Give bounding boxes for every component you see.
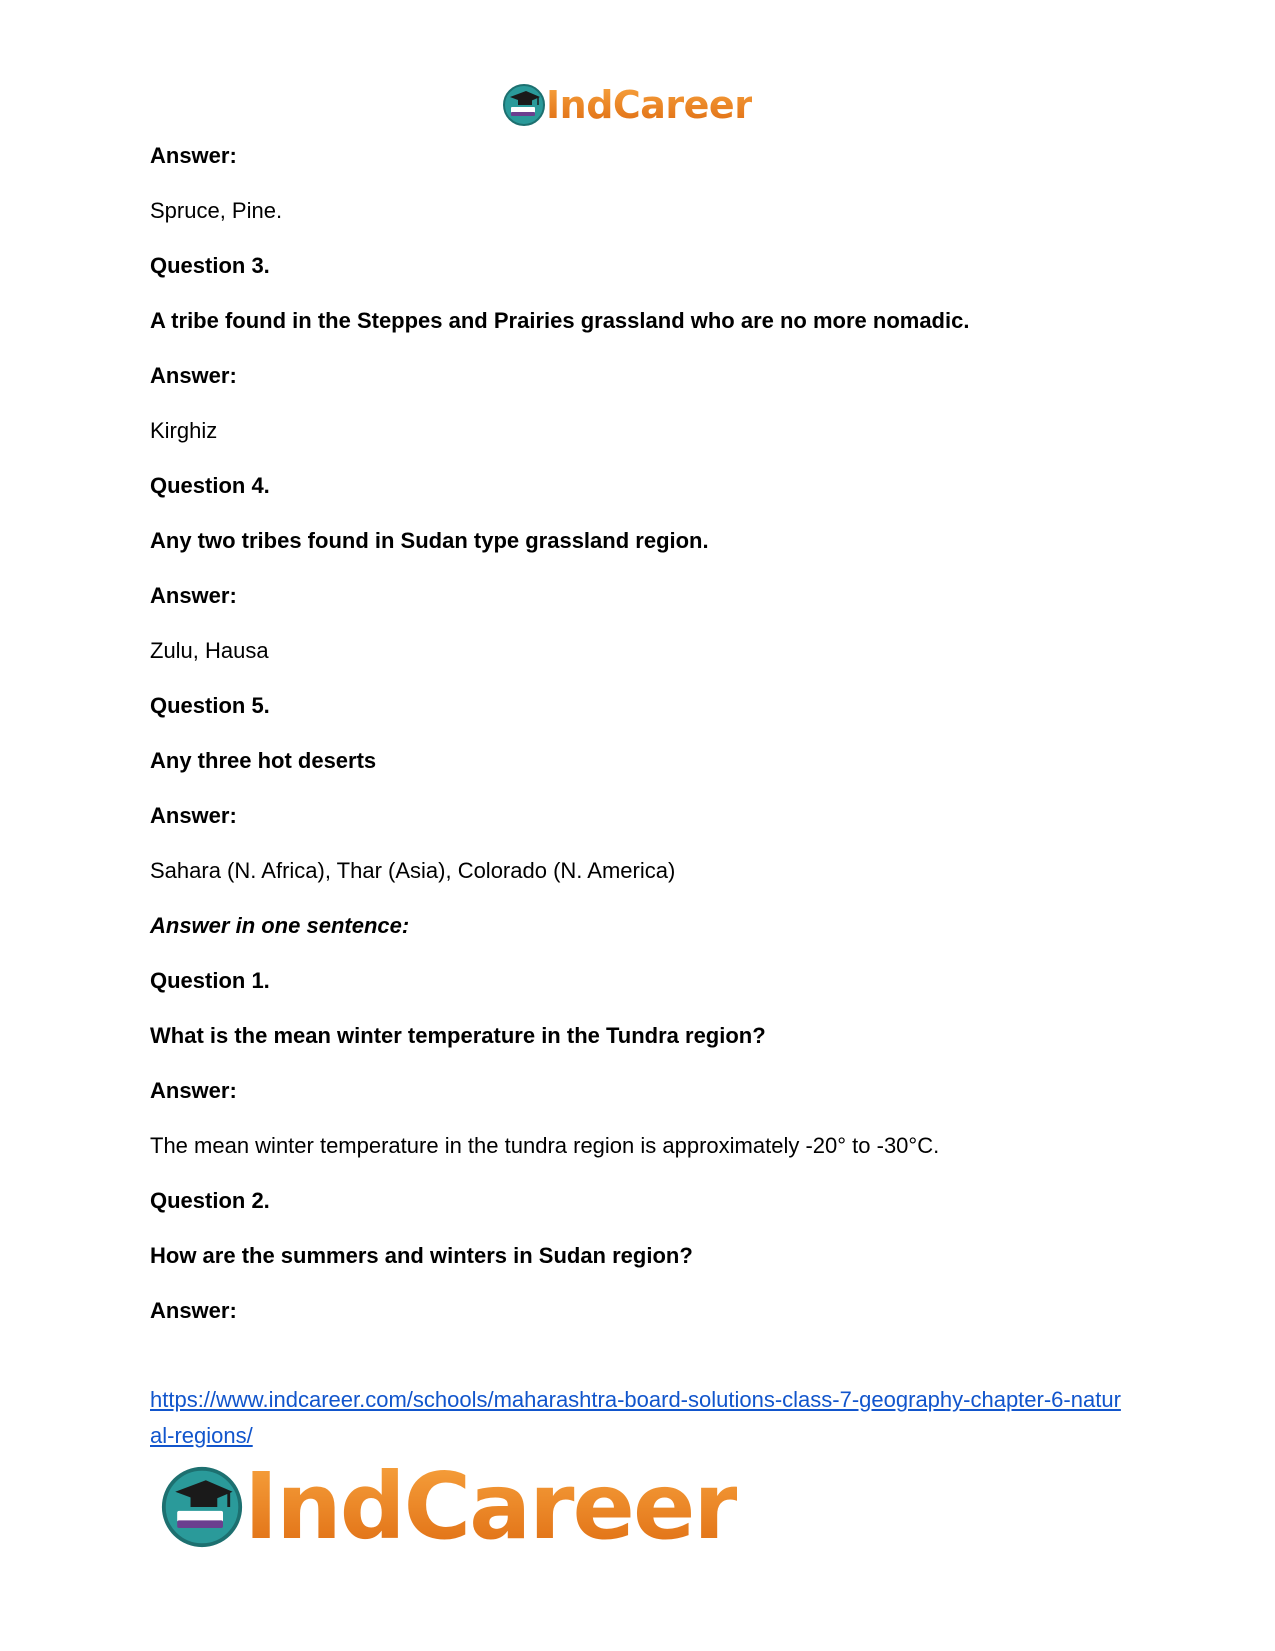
graduation-cap-book-icon — [502, 83, 546, 127]
question-number: Question 2. — [150, 1188, 270, 1213]
graduation-cap-book-icon — [160, 1465, 244, 1549]
answer-label: Answer: — [150, 363, 237, 388]
answer-label: Answer: — [150, 1078, 237, 1103]
header-logo — [502, 80, 752, 130]
answer-text: The mean winter temperature in the tundra region is approximately -20° to -30°C. — [150, 1133, 940, 1158]
document-body — [150, 143, 1150, 1353]
answer-label: Answer: — [150, 1298, 237, 1323]
question-text: Any two tribes found in Sudan type grassland region. — [150, 528, 709, 553]
footer-logo — [160, 1453, 737, 1560]
question-text: A tribe found in the Steppes and Prairies grassland who are no more nomadic. — [150, 308, 970, 333]
answer-label: Answer: — [150, 143, 237, 168]
answer-label: Answer: — [150, 583, 237, 608]
question-number: Question 1. — [150, 968, 270, 993]
question-text: Any three hot deserts — [150, 748, 377, 773]
question-number: Question 4. — [150, 473, 270, 498]
answer-text: Kirghiz — [150, 418, 218, 443]
answer-text: Sahara (N. Africa), Thar (Asia), Colorado (N. America) — [150, 858, 676, 883]
question-number: Question 5. — [150, 693, 270, 718]
answer-text: Zulu, Hausa — [150, 638, 269, 663]
question-text: How are the summers and winters in Sudan region? — [150, 1243, 693, 1268]
footer-logo-text: IndCareer — [244, 1453, 737, 1560]
header-logo-text: IndCareer — [546, 83, 753, 127]
question-number: Question 3. — [150, 253, 270, 278]
section-heading: Answer in one sentence: — [150, 913, 410, 938]
source-url-link[interactable]: https://www.indcareer.com/schools/maharashtra-board-solutions-class-7-geography-chapter-6-natural-regions/ — [150, 1387, 1121, 1448]
question-text: What is the mean winter temperature in the Tundra region? — [150, 1023, 766, 1048]
answer-label: Answer: — [150, 803, 237, 828]
answer-text: Spruce, Pine. — [150, 198, 283, 223]
